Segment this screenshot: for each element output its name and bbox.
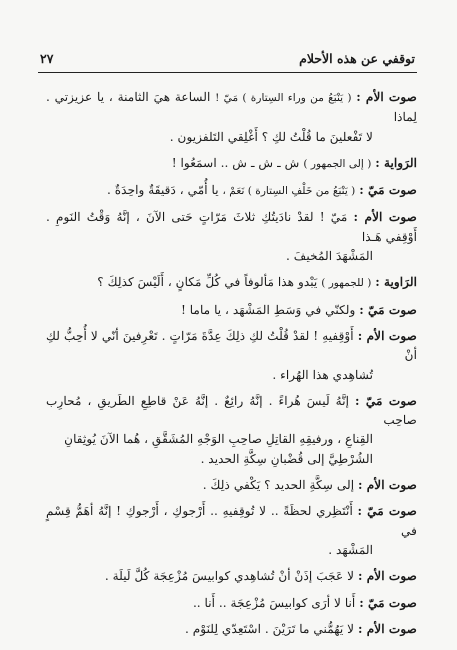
dialogue-line — [46, 301, 417, 320]
dialogue-line — [46, 392, 417, 431]
dialogue-block — [46, 327, 417, 385]
dialogue-line — [46, 502, 417, 541]
dialogue-line — [46, 88, 417, 128]
dialogue-line — [46, 128, 417, 147]
speaker-name: الرَواية : — [375, 155, 417, 170]
dialogue-block — [46, 476, 417, 495]
speaker-name: صوت مَيّ : — [357, 504, 418, 519]
speaker-name: صوت مَيّ : — [359, 183, 417, 198]
dialogue-block — [46, 392, 417, 469]
dialogue-text: ولكنّي في وَسَطِ المَشْهَد ، يا ماما ! — [180, 302, 356, 317]
dialogue-line — [46, 247, 417, 266]
page-header — [40, 42, 415, 66]
dialogue-line — [46, 594, 417, 613]
dialogue-line — [46, 430, 417, 449]
header-rule — [38, 72, 417, 73]
running-title: توقفي عن هذه الأحلام — [299, 51, 415, 66]
dialogue-text: المَشْهَد . — [328, 542, 373, 557]
dialogue-text: إنَّهُ لَيسَ هُراءً . إنَّهُ رائِعٌ . إنَّهُ عَنْ قاطِعِ الطَريقِ ، مُحارِب صاحِب — [46, 393, 417, 428]
dialogue-line — [46, 208, 417, 247]
stage-direction: ( للجمهور ) — [321, 277, 372, 290]
dialogue-line — [46, 273, 417, 293]
speaker-name: صوت الأم : — [356, 90, 418, 104]
dialogue-text: لا عَجَبَ إذَنْ أنْ تُشاهِدي كوابيسَ مُزْعِجَة كُلَّ لَيلَة . — [104, 569, 355, 584]
dialogue-text: أَنْتَظِري لحظَةً .. لا تُوقِفيهِ .. أَرْجوكِ ، أَرْجوكِ ! إنَّهُ أهَمُّ قِسْمٍ في — [46, 504, 417, 538]
dialogue-text: يا أُمّي ، دَقيقَةٌ واحِدَةٌ . — [107, 183, 219, 198]
dialogue-block — [46, 567, 417, 586]
dialogue-text: لا تَفْعلينَ ما قُلْتُ لكِ ؟ أَغْلِقي التَلفزيون . — [169, 129, 373, 144]
dialogue-block — [46, 88, 417, 147]
speaker-name: صوت الأم : — [357, 328, 418, 343]
speaker-name: صوت مَيّ : — [354, 393, 418, 408]
dialogue-text: الشُرْطِيَّ إلى قُضْبانِ سِكَّةِ الحديد . — [200, 451, 373, 466]
speaker-name: صوت الأم : — [353, 210, 418, 225]
speaker-name: صوت مَيّ : — [359, 595, 417, 610]
speaker-name: صوت الأم : — [358, 478, 417, 493]
dialogue-block — [46, 594, 417, 613]
dialogue-text: الساعة هيَ الثامنة ، يا عزيزتي . لِماذا — [46, 90, 417, 125]
stage-direction: ( إلى الجمهور ) — [303, 157, 372, 170]
dialogue-text: المَشْهَدَ المُخيفَ . — [286, 249, 373, 264]
dialogue-text: تُشاهِدي هذا الهُراء . — [272, 367, 373, 382]
dialogue-block — [46, 620, 417, 639]
dialogue-text: القِناعِ ، ورفيقِهِ القاتِلِ صاحِبِ الوَجْهِ المُشَقَّقِ ، هُما الآنَ يُوثِقانِ — [64, 432, 373, 447]
dialogue-text: أَوْقِفيهِ ! لقدْ قُلْتُ لكِ ذلِكَ عِدَّةَ مَرّاتٍ . تَعْرِفينَ أنّي لا أُحِبُّ لكِ أنْ — [46, 328, 417, 363]
dialogue-line — [46, 620, 417, 639]
dialogue-block — [46, 502, 417, 560]
speaker-name: صوت الأم : — [358, 569, 417, 584]
dialogue-text: ش ـ ش ـ ش .. اسمَعُوا ! — [171, 155, 300, 170]
dialogue-block — [46, 273, 417, 293]
dialogue-block — [46, 154, 417, 174]
dialogue-block — [46, 208, 417, 266]
dialogue-text: أَنا لا أرَى كوابيسَ مُزْعِجَة .. أَنا .. — [192, 595, 356, 610]
dialogue-line — [46, 366, 417, 385]
dialogue-line — [46, 567, 417, 586]
speaker-name: صوت مَيّ : — [359, 302, 417, 317]
dialogue-text: لا يَهُمُّني ما تَرَيْنَ . اسْتَعِدّي لِلنَوْم . — [185, 621, 355, 636]
dialogue-text: مَيّ ! لقدْ نادَيتُكِ ثلاثَ مَرّاتٍ حَتى الآنَ ، إنَّهُ وَقْتُ النَومِ . أَوْقِفي هَـذا — [46, 210, 417, 244]
speaker-name: الرَاوية : — [375, 275, 417, 290]
dialogue-block — [46, 181, 417, 201]
dialogue-line — [46, 154, 417, 174]
page-number: ٢٧ — [40, 51, 54, 66]
stage-direction: ( يَنْبَعُ من وراء السِتارة ) مَيّ ! — [215, 92, 352, 104]
stage-direction: ( يَنْبَعُ من خَلْفِ السِتارة ) نَعَمْ ، — [222, 185, 356, 198]
dialogue-line — [46, 181, 417, 201]
dialogue-text: يَبْدو هذا مَألوفاً في كُلِّ مَكانٍ ، أَلَيْسَ كذلِكَ ؟ — [97, 275, 318, 290]
dialogue-text: إلى سِكَّةِ الحديد ؟ يَكْفي ذلِكَ . — [202, 478, 355, 493]
play-text — [46, 88, 417, 646]
dialogue-line — [46, 450, 417, 469]
dialogue-line — [46, 476, 417, 495]
speaker-name: صوت الأم : — [358, 621, 417, 636]
dialogue-line — [46, 541, 417, 560]
dialogue-line — [46, 327, 417, 366]
dialogue-block — [46, 301, 417, 320]
